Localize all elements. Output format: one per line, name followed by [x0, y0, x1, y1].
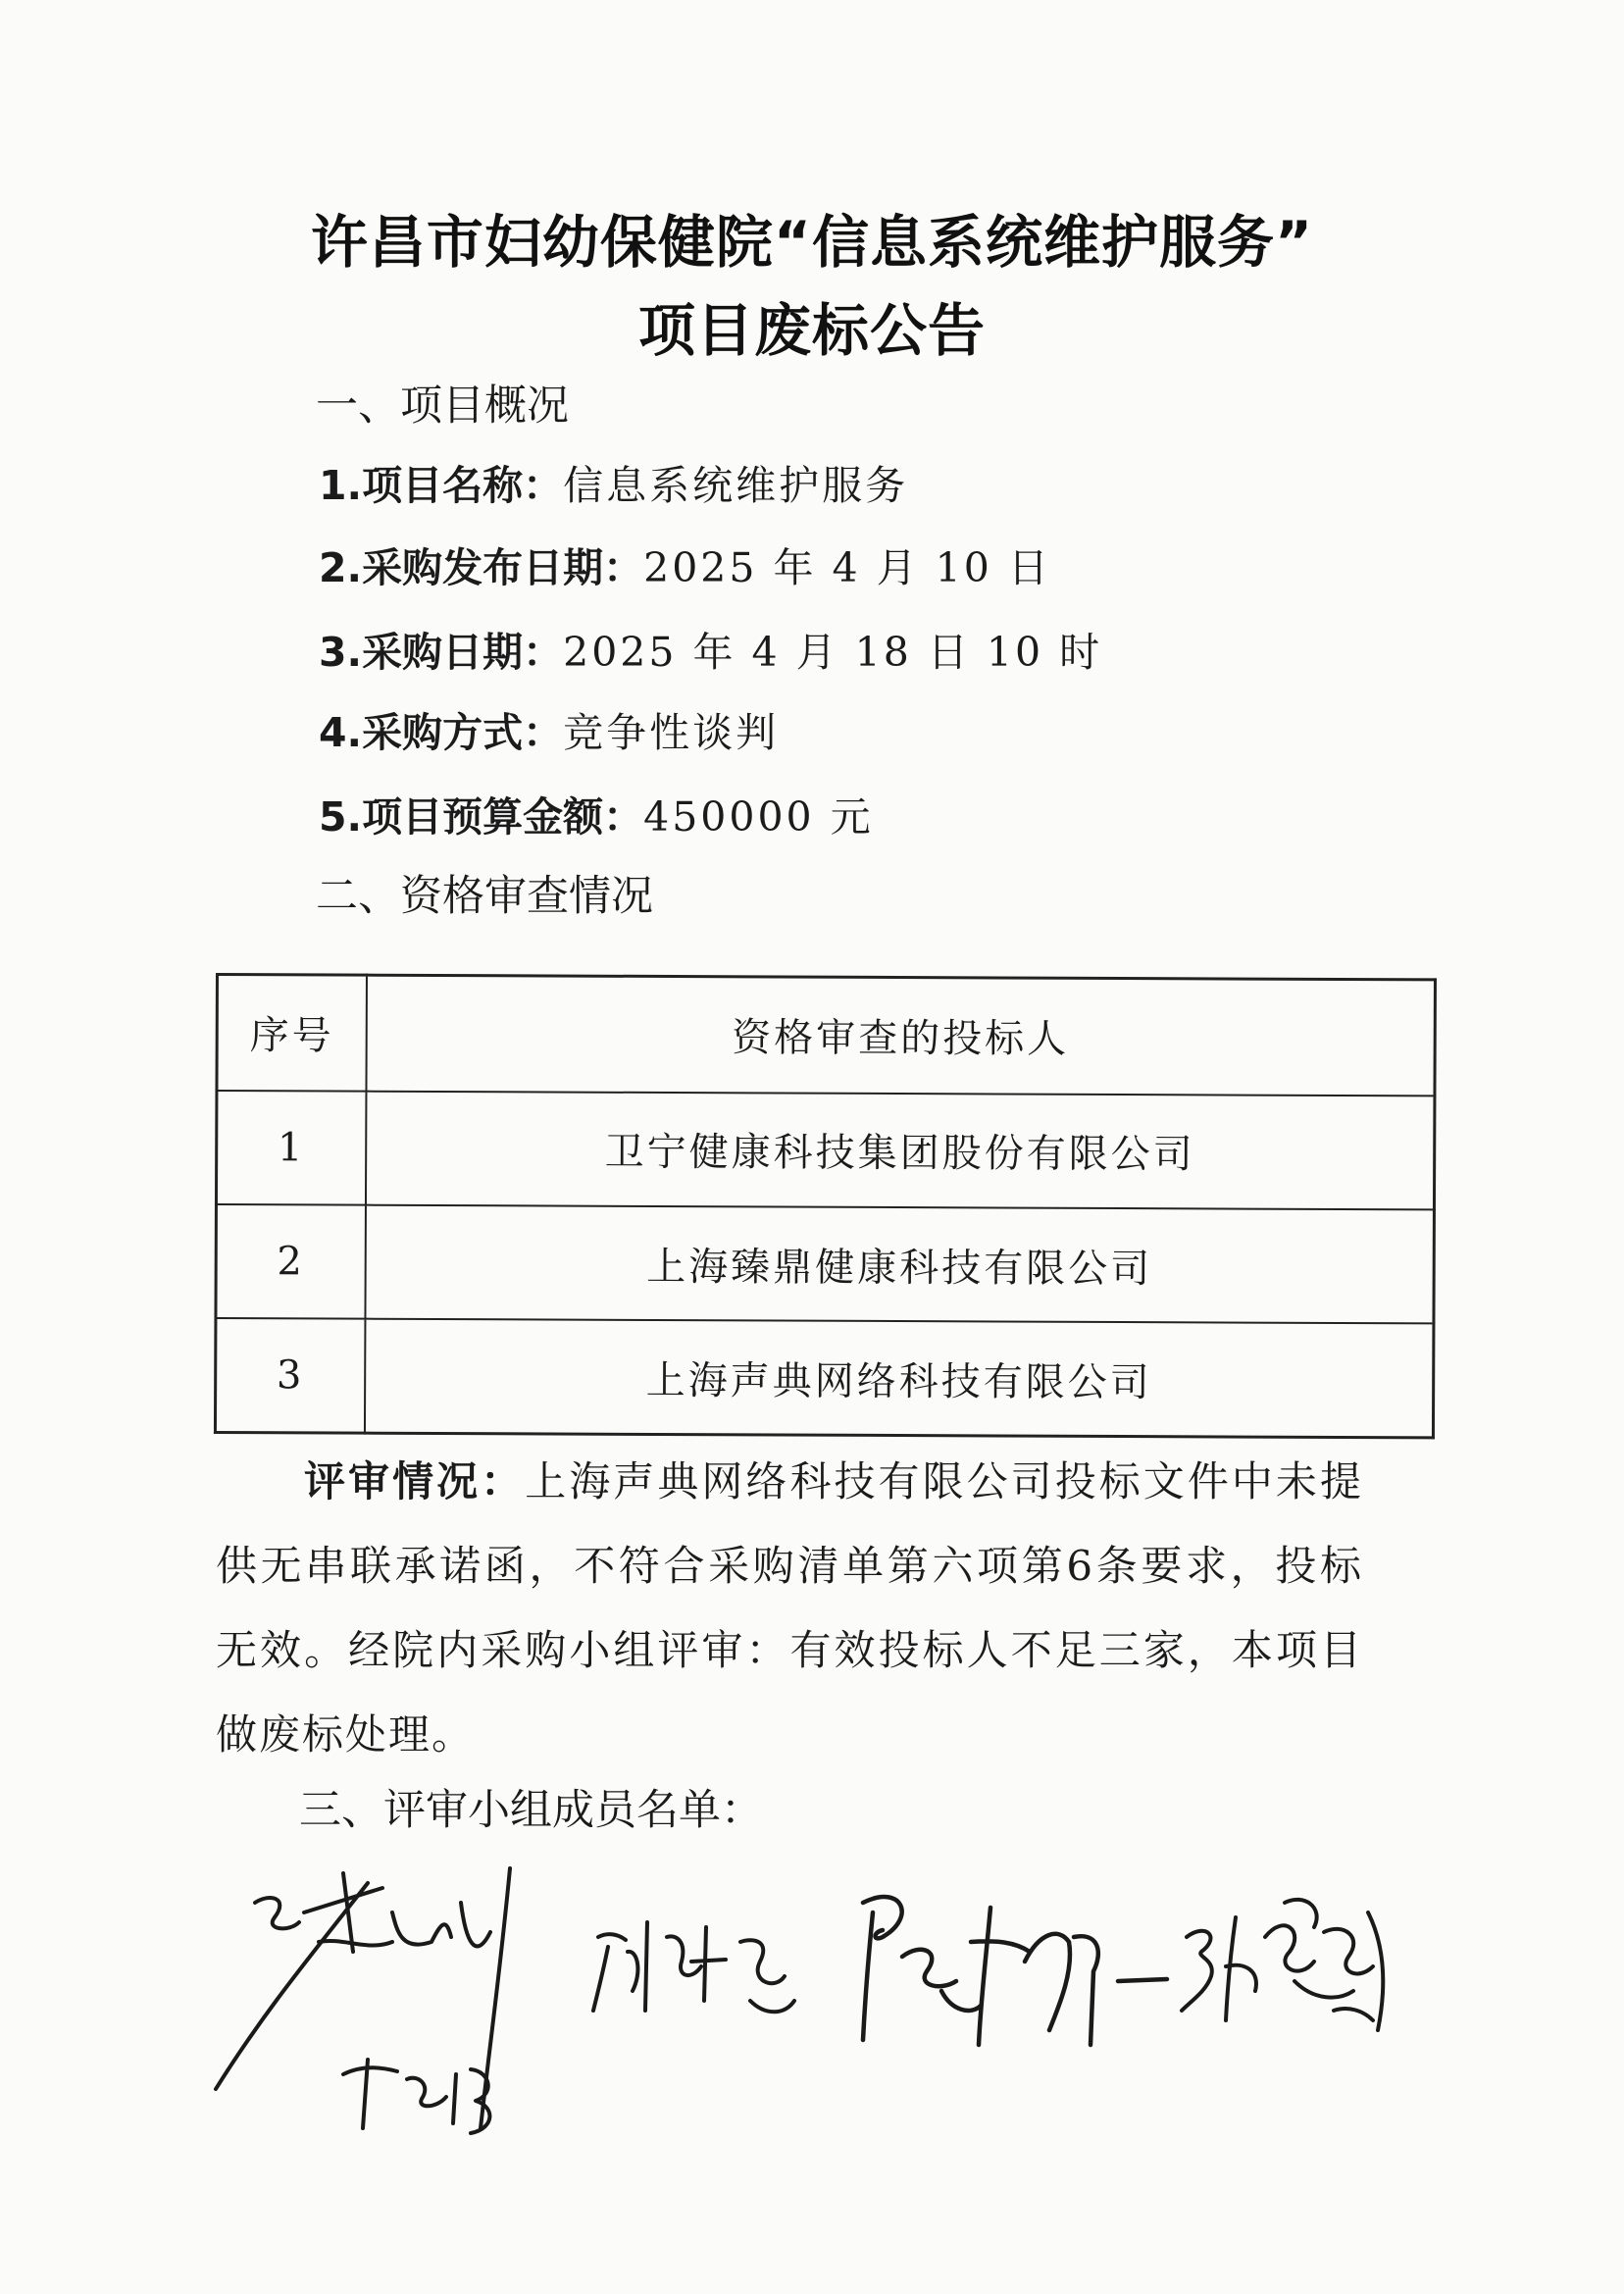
signature-2 — [593, 1922, 794, 2012]
overview-item-procurement-method — [319, 700, 779, 758]
table-cell-bidder: 卫宁健康科技集团股份有限公司 — [366, 1091, 1435, 1209]
item-value: 2025 年 4 月 10 日 — [643, 544, 1051, 591]
review-label: 评审情况： — [304, 1457, 526, 1505]
table-cell-index: 3 — [215, 1318, 365, 1433]
item-label: 4.采购方式： — [319, 709, 564, 756]
section-heading-overview: 一、项目概况 — [316, 382, 569, 431]
review-text: 上海声典网络科技有限公司投标文件中未提供无串联承诺函，不符合采购清单第六项第6条要求，投标无效。经院内采购小组评审：有效投标人不足三家，本项目做废标处理。 — [216, 1457, 1363, 1759]
item-label: 5.项目预算金额： — [319, 793, 644, 841]
table-row — [216, 1091, 1434, 1210]
signature-1 — [216, 1868, 510, 2133]
document-title-line1: 许昌市妇幼保健院“信息系统维护服务” — [310, 209, 1314, 276]
review-paragraph — [216, 1440, 1363, 1777]
table-cell-index: 1 — [216, 1091, 366, 1205]
table-header-bidder: 资格审查的投标人 — [366, 975, 1435, 1096]
section-heading-members: 三、评审小组成员名单： — [299, 1786, 763, 1835]
table-cell-bidder: 上海臻鼎健康科技有限公司 — [365, 1205, 1434, 1324]
overview-item-budget — [319, 785, 874, 842]
table-cell-index: 2 — [216, 1204, 366, 1319]
item-label: 3.采购日期： — [319, 629, 564, 676]
overview-item-procurement-date — [319, 620, 1102, 678]
table-row — [215, 1318, 1433, 1438]
table-cell-bidder: 上海声典网络科技有限公司 — [365, 1319, 1434, 1438]
section-heading-qualification: 二、资格审查情况 — [316, 872, 653, 921]
item-value: 2025 年 4 月 18 日 10 时 — [563, 629, 1103, 676]
item-value: 信息系统维护服务 — [563, 462, 909, 509]
overview-item-publish-date — [319, 535, 1051, 593]
committee-signatures — [196, 1844, 1451, 2158]
signature-4 — [1182, 1900, 1383, 2030]
table-row — [216, 1204, 1434, 1324]
table-header-row — [217, 975, 1436, 1096]
item-label: 2.采购发布日期： — [319, 544, 644, 591]
item-value: 竞争性谈判 — [563, 709, 780, 756]
table-header-index: 序号 — [217, 975, 367, 1092]
signature-3 — [863, 1897, 1167, 2045]
item-label: 1.项目名称： — [319, 462, 564, 509]
item-value: 450000 元 — [643, 793, 874, 841]
qualification-table — [214, 973, 1437, 1439]
overview-item-project-name — [319, 453, 908, 511]
document-title-line2: 项目废标公告 — [637, 297, 986, 364]
